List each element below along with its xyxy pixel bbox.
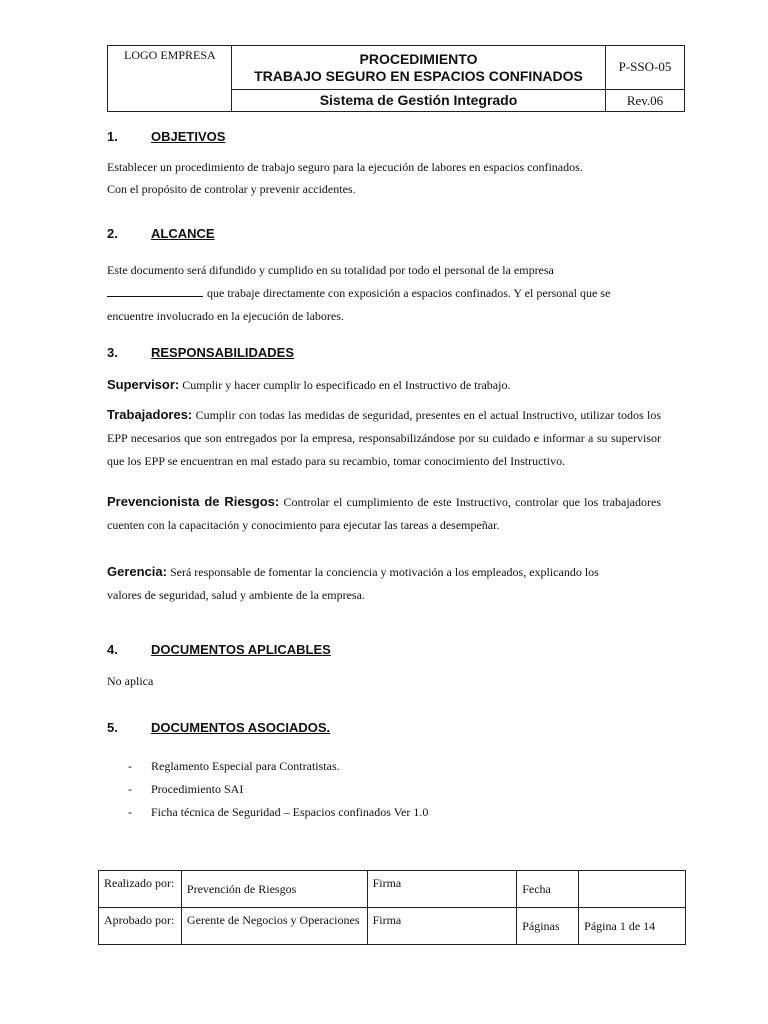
firma-label: Firma	[367, 908, 517, 945]
company-name-blank[interactable]	[107, 284, 203, 297]
paginas-label: Páginas	[517, 908, 579, 945]
objetivos-line-2: Con el propósito de controlar y prevenir accidentes.	[107, 182, 356, 196]
title-line-2: TRABAJO SEGURO EN ESPACIOS CONFINADOS	[254, 68, 583, 84]
prevencionista-label: Prevencionista de Riesgos:	[107, 494, 280, 509]
realizado-value: Prevención de Riesgos	[181, 871, 367, 908]
section-number: 4.	[107, 642, 118, 657]
section-number: 1.	[107, 129, 118, 144]
gerencia-label: Gerencia:	[107, 564, 167, 579]
list-item-text: Procedimiento SAI	[151, 782, 244, 796]
table-row	[99, 908, 686, 945]
fecha-label: Fecha	[517, 871, 579, 908]
bullet-dash: -	[128, 805, 132, 819]
list-item-text: Reglamento Especial para Contratistas.	[151, 759, 340, 773]
document-code: P-SSO-05	[606, 46, 684, 90]
responsibility-supervisor	[107, 377, 510, 393]
section-number: 2.	[107, 226, 118, 241]
list-item-text: Ficha técnica de Seguridad – Espacios confinados Ver 1.0	[151, 805, 429, 819]
responsibility-trabajadores	[107, 403, 661, 473]
realizado-label: Realizado por:	[99, 871, 182, 908]
objetivos-line-1: Establecer un procedimiento de trabajo seguro para la ejecución de labores en espacios confinados.	[107, 160, 583, 174]
management-system: Sistema de Gestión Integrado	[232, 90, 606, 111]
gerencia-text-line-1: Será responsable de fomentar la conciencia y motivación a los empleados, explicando los	[166, 565, 599, 579]
section-title: DOCUMENTOS ASOCIADOS.	[151, 720, 331, 735]
trabajadores-text: Cumplir con todas las medidas de seguridad, presentes en el actual Instructivo, utilizar todos los EPP necesarios que son entregados por la empresa, responsabilizándose por su cuidado e informar a su supervisor que los EPP se encuentran en mal estado para su recambio, tomar conocimiento del Instructivo.	[107, 408, 661, 468]
table-row	[99, 871, 686, 908]
supervisor-text: Cumplir y hacer cumplir lo especificado en el Instructivo de trabajo.	[179, 378, 511, 392]
section-number: 5.	[107, 720, 118, 735]
gerencia-text-line-2: valores de seguridad, salud y ambiente de la empresa.	[107, 588, 365, 602]
alcance-paragraph	[107, 259, 661, 328]
prevencionista-text: Controlar el cumplimiento de este Instructivo, controlar que los trabajadores cuenten con la capacitación y conocimiento para ejecutar las tareas a desempeñar.	[107, 495, 662, 532]
trabajadores-label: Trabajadores:	[107, 407, 193, 422]
aprobado-label: Aprobado por:	[99, 908, 182, 945]
revision-number: Rev.06	[626, 93, 664, 108]
section-number: 3.	[107, 345, 118, 360]
company-logo-placeholder: LOGO EMPRESA	[108, 46, 232, 111]
documentos-aplicables-text: No aplica	[107, 674, 154, 688]
firma-label: Firma	[367, 871, 517, 908]
document-header	[107, 45, 685, 112]
section-title: DOCUMENTOS APLICABLES	[151, 642, 331, 657]
bullet-dash: -	[128, 782, 132, 796]
section-title: RESPONSABILIDADES	[151, 345, 295, 360]
associated-documents-list	[128, 755, 428, 824]
document-title	[232, 46, 606, 90]
responsibility-prevencionista	[107, 490, 661, 537]
responsibility-gerencia	[107, 564, 599, 580]
title-line-1: PROCEDIMIENTO	[359, 51, 478, 67]
paginas-value: Página 1 de 14	[579, 908, 686, 945]
alcance-line-2	[107, 282, 661, 305]
list-item	[128, 801, 428, 824]
alcance-line-2-text: que trabaje directamente con exposición a espacios confinados. Y el personal que se	[207, 286, 611, 300]
supervisor-label: Supervisor:	[107, 377, 180, 392]
bullet-dash: -	[128, 759, 132, 773]
approval-table	[98, 870, 686, 945]
list-item	[128, 778, 428, 801]
alcance-line-3: encuentre involucrado en la ejecución de labores.	[107, 309, 344, 323]
fecha-value	[579, 871, 686, 908]
section-title: ALCANCE	[151, 226, 215, 241]
list-item	[128, 755, 428, 778]
aprobado-value: Gerente de Negocios y Operaciones	[181, 908, 367, 945]
alcance-line-1: Este documento será difundido y cumplido en su totalidad por todo el personal de la empresa	[107, 263, 554, 277]
section-title: OBJETIVOS	[151, 129, 226, 144]
